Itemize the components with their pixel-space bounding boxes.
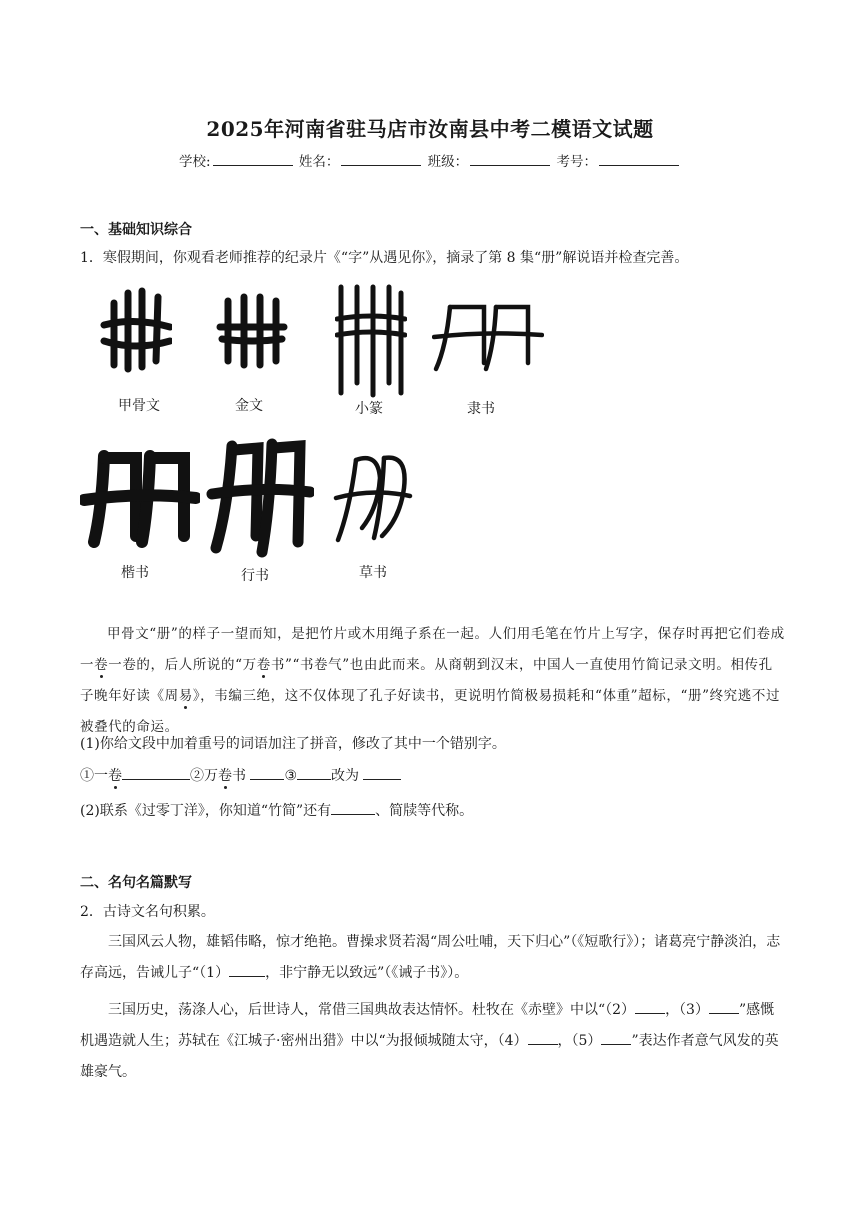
kaishu-glyph-image <box>80 448 200 548</box>
caption-xingshu: 行书 <box>241 568 269 584</box>
dotted-word-juan: 卷 <box>94 657 109 673</box>
caption-caoshu: 草书 <box>359 565 387 581</box>
answer-blank-5[interactable] <box>331 800 375 815</box>
poetry-paragraph-1: 三国风云人物，雄韬伟略，惊才绝艳。曹操求贤若渴“周公吐哺，天下归心”（《短歌行》）；诸葛亮宁静淡泊，志存高远，告诫儿子“（1） ，非宁静无以致远”（《诫子书》）。 <box>80 934 781 981</box>
number-blank[interactable] <box>599 152 679 166</box>
poetry-paragraph-2: 三国历史，荡涤人心，后世诗人，常借三国典故表达情怀。杜牧在《赤壁》中以“（2） ，（3） ”感慨机遇造就人生；苏轼在《江城子·密州出猎》中以“为报倾城随太守，（4） ，（5） ”表达作者意气风发的英雄豪气。 <box>80 995 785 1088</box>
name-blank[interactable] <box>341 152 421 166</box>
answer-blank-2[interactable] <box>250 765 284 780</box>
jiaguwen-glyph-image <box>100 285 172 375</box>
number-label: 考号： <box>556 154 597 170</box>
school-blank[interactable] <box>213 152 293 166</box>
section-1-heading: 一、基础知识综合 <box>80 222 192 238</box>
caption-jinwen: 金文 <box>235 398 263 414</box>
poetry-blank-1[interactable] <box>229 962 265 977</box>
sub-question-2: (2)联系《过零丁洋》，你知道“竹简”还有 、简牍等代称。 <box>80 800 473 820</box>
class-blank[interactable] <box>470 152 550 166</box>
dotted-word-yi: 易 <box>178 688 193 704</box>
poetry-blank-4[interactable] <box>528 1030 558 1045</box>
name-label: 姓名： <box>298 154 340 170</box>
poetry-blank-5[interactable] <box>601 1030 631 1045</box>
student-info-line <box>0 150 860 170</box>
question-2-stem: 2．古诗文名句积累。 <box>80 904 215 920</box>
caoshu-glyph-image <box>332 448 414 548</box>
jinwen-glyph-image <box>216 293 288 369</box>
section-2-heading: 二、名句名篇默写 <box>80 875 192 891</box>
answer-blank-3[interactable] <box>297 765 331 780</box>
caption-xiaozhuan: 小篆 <box>355 401 383 417</box>
caption-kaishu: 楷书 <box>121 565 149 581</box>
answer-blank-4[interactable] <box>363 765 401 780</box>
sub-question-1: (1)你给文段中加着重号的词语加注了拼音，修改了其中一个错别字。 <box>80 736 506 752</box>
xingshu-glyph-image <box>206 436 314 558</box>
dotted-word-juan-2: 卷 <box>256 657 271 673</box>
question-1-stem: 1．寒假期间，你观看老师推荐的纪录片《“字”从遇见你》，摘录了第 8 集“册”解说语并检查完善。 <box>80 250 689 266</box>
lishu-glyph-image <box>432 297 544 373</box>
caption-jiaguwen: 甲骨文 <box>118 398 160 414</box>
school-label: 学校: <box>179 154 211 170</box>
poetry-blank-3[interactable] <box>709 999 739 1014</box>
xiaozhuan-glyph-image <box>335 283 407 399</box>
poetry-blank-2[interactable] <box>635 999 665 1014</box>
page-title: 2025年河南省驻马店市汝南县中考二模语文试题 <box>206 117 654 141</box>
passage-text: 甲骨文“册”的样子一望而知，是把竹片或木用绳子系在一起。人们用毛笔在竹片上写字，保存时再把它们卷成一卷一卷的，后人所说的“万卷书”“书卷气”也由此而来。从商朝到汉末，中国人一直使用竹简记录文明。相传孔子晚年好读《周易》，韦编三绝，这不仅体现了孔子好读书，更说明竹简极易损耗和“体重”超标，“册”终究逃不过被叠代的命运。 <box>80 626 785 735</box>
class-label: 班级： <box>427 154 469 170</box>
sub-question-1-answers: ①一卷 ②万卷书 ③ 改为 <box>80 765 401 785</box>
answer-blank-1[interactable] <box>122 765 190 780</box>
caption-lishu: 隶书 <box>467 401 495 417</box>
